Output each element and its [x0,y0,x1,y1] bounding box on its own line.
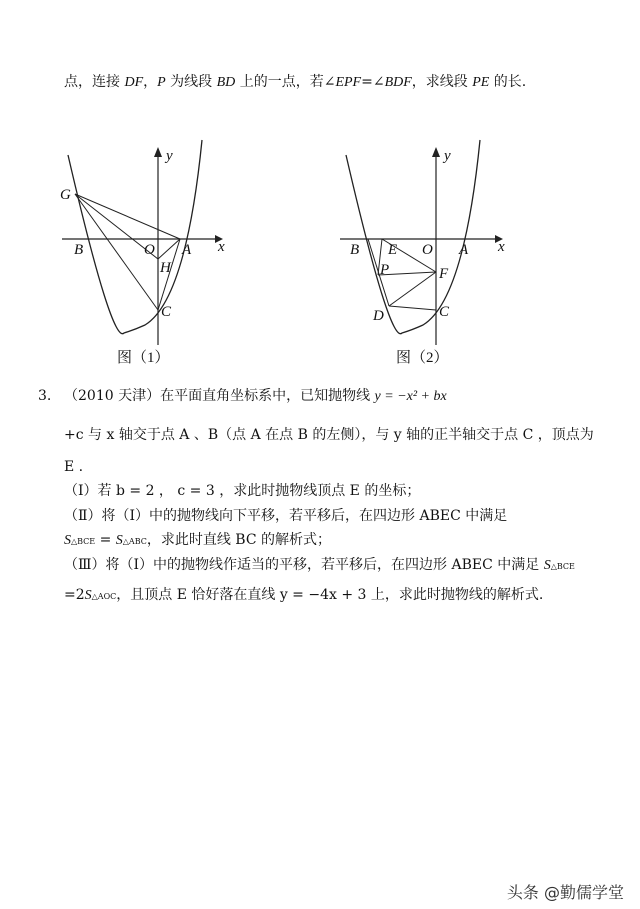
problem3-part2a: （Ⅱ）将（Ⅰ）中的抛物线向下平移，若平移后，在四边形 ABEC 中满足 [64,508,508,524]
fig1-parabola [68,140,202,334]
part3b-pre: =2 [64,587,85,603]
fig1-label-a: A [182,242,192,258]
fig2-segment-df [389,272,436,306]
intro-text: 的长. [489,74,527,90]
area-symbol: S [115,533,123,548]
problem3-equation: y = −x² + bx [374,389,447,404]
fig1-label-o: O [144,242,155,258]
figure-2-caption: 图（2） [396,350,449,366]
fig1-label-g: G [60,187,71,203]
fig1-label-b: B [74,242,84,258]
problem3-part3b [64,586,543,606]
fig2-label-d: D [373,308,384,324]
area-symbol: S [64,533,71,548]
area-symbol: S [543,558,551,573]
segment-df: DF [124,75,144,90]
fig2-parabola [346,140,480,334]
problem3-part3a [64,556,575,576]
fig1-label-x: x [218,239,225,255]
fig2-y-arrow [432,147,440,157]
problem3-part2b [64,531,331,551]
fig2-label-b: B [350,242,360,258]
fig2-segment-dc [389,306,436,310]
fig2-label-p: P [380,262,390,278]
fig2-label-y: y [444,148,451,164]
problem3-line3: E . [64,459,84,475]
fig2-label-f: F [439,266,449,282]
part3b-text: ，且顶点 E 恰好落在直线 y = −4x + 3 上，求此时抛物线的解析式. [116,587,544,603]
fig2-label-o: O [422,242,433,258]
fig1-label-y: y [166,148,173,164]
intro-text: ， [143,74,158,90]
figure-1-caption: 图（1） [117,350,170,366]
fig2-label-c: C [439,304,450,320]
point-p: P [157,75,166,90]
problem3-source: （2010 天津）在平面直角坐标系中，已知抛物线 [64,388,375,404]
problem-number: 3. [38,388,52,404]
area-subscript: △AOC [91,592,117,601]
fig2-label-x: x [498,239,505,255]
fig1-y-arrow [154,147,162,157]
intro-text: =∠ [361,74,385,90]
problem3-line2: +c 与 x 轴交于点 A 、B（点 A 在点 B 的左侧），与 y 轴的正半轴交于点 C ，顶点为 [64,427,594,443]
area-subscript: △BCE [550,562,575,571]
problem3-line1 [64,387,447,406]
segment-bd: BD [216,75,236,90]
fig2-label-a: A [459,242,469,258]
problem3-part1: （Ⅰ）若 b = 2 ， c = 3 ，求此时抛物线顶点 E 的坐标； [64,483,421,499]
fig1-label-c: C [161,304,172,320]
area-subscript: △BCE [71,537,96,546]
fig2-label-e: E [388,242,398,258]
intro-text: 上的一点，若∠ [235,74,336,90]
part3a-text: （Ⅲ）将（Ⅰ）中的抛物线作适当的平移，若平移后，在四边形 ABEC 中满足 [64,557,544,573]
intro-text: ，求线段 [411,74,473,90]
intro-text: 点，连接 [64,74,125,90]
watermark: 头条 @勤儒学堂 [506,883,624,902]
intro-text: 为线段 [165,74,217,90]
angle-epf: EPF [335,75,362,90]
part2b-text: ，求此时直线 BC 的解析式； [146,532,332,548]
equals: = [95,532,116,548]
angle-bdf: BDF [384,75,412,90]
segment-pe: PE [472,75,490,90]
area-symbol: S [84,588,92,603]
fig1-label-h: H [160,260,171,276]
area-subscript: △ABC [122,537,147,546]
